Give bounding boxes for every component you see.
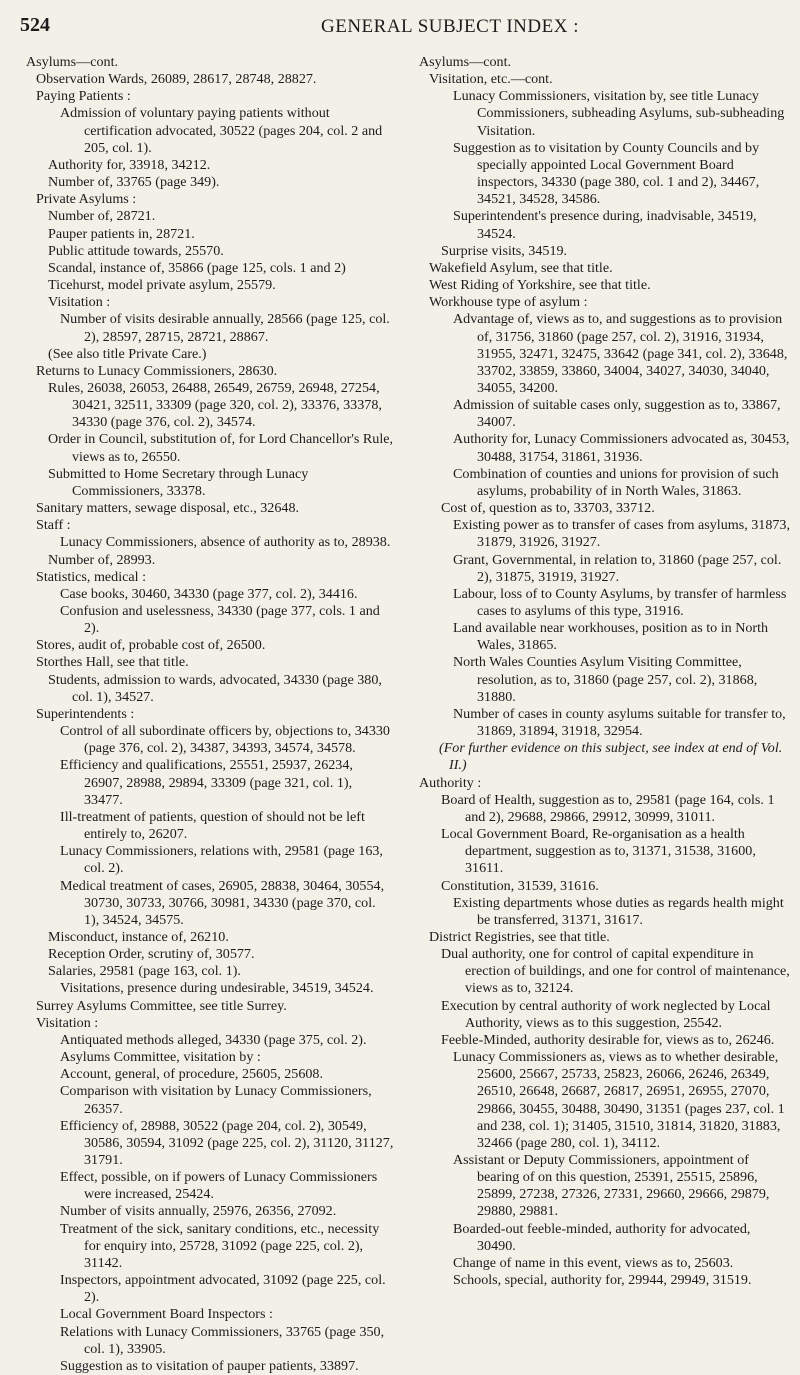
index-entry: Salaries, 29581 (page 163, col. 1). [48, 963, 241, 980]
index-entry: Labour, loss of to County Asylums, by transfer of harmless cases to asylums of this type, 31916. [453, 585, 787, 619]
index-entry: Lunacy Commissioners, relations with, 29581 (page 163, col. 2). [60, 843, 383, 877]
index-entry: Surprise visits, 34519. [441, 242, 568, 259]
index-entry: Efficiency of, 28988, 30522 (page 204, col. 2), 30549, 30586, 30594, 31092 (page 225, col. 2), 31120, 31127, 31791. [60, 1117, 394, 1168]
index-entry: Workhouse type of asylum : [429, 294, 588, 311]
index-entry: Authority for, Lunacy Commissioners advocated as, 30453, 30488, 31754, 31861, 31936. [453, 431, 790, 465]
index-entry: Visitation : [48, 294, 111, 311]
index-entry: Returns to Lunacy Commissioners, 28630. [36, 362, 278, 379]
index-entry: Inspectors, appointment advocated, 31092 (page 225, col. 2). [60, 1272, 386, 1306]
index-entry: Cost of, question as to, 33703, 33712. [441, 500, 655, 517]
index-entry: Superintendents : [36, 705, 135, 722]
index-entry: Observation Wards, 26089, 28617, 28748, 28827. [36, 71, 317, 88]
index-entry: Sanitary matters, sewage disposal, etc., 32648. [36, 500, 300, 517]
index-entry: (For further evidence on this subject, see index at end of Vol. II.) [439, 740, 783, 774]
index-entry: Storthes Hall, see that title. [36, 654, 189, 671]
index-entry: Board of Health, suggestion as to, 29581 (page 164, cols. 1 and 2), 29688, 29866, 29912, 30999, 31011. [441, 791, 775, 825]
index-entry: Private Asylums : [36, 191, 137, 208]
index-entry: Suggestion as to visitation by County Councils and by specially appointed Local Government Board inspectors, 34330 (page 380, col. 1 and 2), 34467, 34521, 34528, 34586. [453, 139, 760, 208]
index-entry: Boarded-out feeble-minded, authority for advocated, 30490. [453, 1220, 751, 1254]
index-entry: Students, admission to wards, advocated, 34330 (page 380, col. 1), 34527. [48, 671, 382, 705]
index-entry: Submitted to Home Secretary through Lunacy Commissioners, 33378. [48, 465, 309, 499]
index-entry: Advantage of, views as to, and suggestions as to provision of, 31756, 31860 (page 257, col. 2), 31916, 31934, 31955, 32471, 32475, 33642 (page 341, col. 2), 33648, 33702, 33859, 33860, 34004, 34027, 34030, 34040, 34055, 34200. [453, 311, 788, 396]
index-entry: Comparison with visitation by Lunacy Commissioners, 26357. [60, 1083, 372, 1117]
index-entry: Reception Order, scrutiny of, 30577. [48, 946, 255, 963]
index-entry: Number of cases in county asylums suitable for transfer to, 31869, 31894, 31918, 32954. [453, 705, 786, 740]
index-entry: Ticehurst, model private asylum, 25579. [48, 277, 276, 294]
running-head: GENERAL SUBJECT INDEX : [321, 16, 579, 37]
index-entry: Effect, possible, on if powers of Lunacy Commissioners were increased, 25424. [60, 1169, 378, 1203]
index-entry: Number of, 28721. [48, 208, 156, 225]
index-entry: Antiquated methods alleged, 34330 (page 375, col. 2). [60, 1031, 367, 1048]
index-entry: Grant, Governmental, in relation to, 31860 (page 257, col. 2), 31875, 31919, 31927. [453, 551, 782, 585]
index-entry: Account, general, of procedure, 25605, 25608. [60, 1066, 323, 1083]
index-entry: District Registries, see that title. [429, 928, 610, 945]
index-entry: Rules, 26038, 26053, 26488, 26549, 26759, 26948, 27254, 30421, 32511, 33309 (page 320, col. 2), 33376, 33378, 34330 (page 376, col. 2), 34574. [48, 379, 382, 431]
index-entry: Suggestion as to visitation of pauper patients, 33897. [60, 1357, 359, 1374]
index-entry: Staff : [36, 517, 71, 534]
page-number: 524 [20, 14, 50, 36]
index-entry: Admission of suitable cases only, suggestion as to, 33867, 34007. [453, 397, 781, 431]
index-entry: Number of visits annually, 25976, 26356, 27092. [60, 1203, 337, 1220]
index-entry: Local Government Board, Re-organisation as a health department, suggestion as to, 31371, 31538, 31600, 31611. [441, 826, 756, 877]
left-column [26, 54, 394, 1375]
index-entry: Change of name in this event, views as to, 25603. [453, 1254, 734, 1271]
index-entry: Admission of voluntary paying patients without certification advocated, 30522 (pages 204, col. 2 and 205, col. 1). [60, 105, 383, 156]
index-entry: Execution by central authority of work neglected by Local Authority, views as to this suggestion, 25542. [441, 997, 771, 1031]
index-entry: Asylums Committee, visitation by : [60, 1049, 261, 1066]
index-entry: Pauper patients in, 28721. [48, 225, 195, 242]
index-entry: Statistics, medical : [36, 568, 146, 585]
index-entry: Local Government Board Inspectors : [60, 1306, 273, 1323]
index-entry: Confusion and uselessness, 34330 (page 377, cols. 1 and 2). [60, 603, 380, 637]
index-entry: Constitution, 31539, 31616. [441, 877, 599, 894]
index-entry: Visitation : [36, 1014, 99, 1031]
index-entry: Lunacy Commissioners, absence of authority as to, 28938. [60, 534, 391, 551]
index-entry: Order in Council, substitution of, for Lord Chancellor's Rule, views as to, 26550. [48, 431, 394, 465]
index-entry: Stores, audit of, probable cost of, 26500. [36, 637, 266, 654]
index-entry: North Wales Counties Asylum Visiting Committee, resolution, as to, 31860 (page 257, col. 2), 31868, 31880. [453, 654, 758, 705]
index-entry: Combination of counties and unions for provision of such asylums, probability of in North Wales, 31863. [453, 465, 779, 499]
index-entry: Authority : [419, 774, 482, 791]
index-entry: Treatment of the sick, sanitary conditions, etc., necessity for enquiry into, 25728, 31092 (page 225, col. 2), 31142. [60, 1220, 380, 1271]
index-entry: Number of visits desirable annually, 28566 (page 125, col. 2), 28597, 28715, 28721, 28867. [60, 311, 390, 345]
index-entry: Relations with Lunacy Commissioners, 33765 (page 350, col. 1), 33905. [60, 1323, 385, 1357]
index-entry: Number of, 33765 (page 349). [48, 174, 220, 191]
index-entry: Control of all subordinate officers by, objections to, 34330 (page 376, col. 2), 34387, 34393, 34574, 34578. [60, 723, 390, 757]
index-entry: Surrey Asylums Committee, see title Surrey. [36, 997, 287, 1014]
right-column [419, 54, 791, 1289]
index-entry: Paying Patients : [36, 88, 131, 105]
index-entry: Medical treatment of cases, 26905, 28838, 30464, 30554, 30730, 30733, 30766, 30981, 34330 (page 370, col. 1), 34524, 34575. [60, 877, 385, 928]
index-entry: Feeble-Minded, authority desirable for, views as to, 26246. [441, 1031, 775, 1048]
index-entry: Public attitude towards, 25570. [48, 242, 224, 259]
index-entry: Case books, 30460, 34330 (page 377, col. 2), 34416. [60, 585, 358, 602]
index-entry: Land available near workhouses, position as to in North Wales, 31865. [453, 620, 769, 654]
index-entry: Ill-treatment of patients, question of should not be left entirely to, 26207. [60, 808, 365, 843]
index-entry: Assistant or Deputy Commissioners, appointment of bearing of on this question, 25391, 25515, 25896, 25899, 27238, 27326, 27331, 29660, 29666, 29879, 29880, 29881. [453, 1152, 770, 1220]
index-entry: Existing power as to transfer of cases from asylums, 31873, 31879, 31926, 31927. [453, 517, 791, 551]
index-entry: Authority for, 33918, 34212. [48, 156, 211, 173]
index-entry: Schools, special, authority for, 29944, 29949, 31519. [453, 1272, 752, 1289]
index-entry: Lunacy Commissioners as, views as to whether desirable, 25600, 25667, 25733, 25823, 26066, 26246, 26349, 26510, 26648, 26687, 26817, 26951, 26955, 27070, 29866, 30455, 30488, 30490, 31351 (pages 237, col. 1 and 238, col. 1); 31405, 31510, 31814, 31820, 31883, 32466 (page 280, col. 1), 34112. [453, 1049, 785, 1151]
index-entry: Lunacy Commissioners, visitation by, see title Lunacy Commissioners, subheading Asylums, sub-subheading Visitation. [453, 88, 785, 139]
index-entry: Dual authority, one for control of capital expenditure in erection of buildings, and one for control of maintenance, views as to, 32124. [441, 946, 790, 997]
index-entry: Visitations, presence during undesirable, 34519, 34524. [60, 980, 374, 997]
index-entry: Scandal, instance of, 35866 (page 125, cols. 1 and 2) [48, 259, 346, 276]
index-entry: Existing departments whose duties as regards health might be transferred, 31371, 31617. [453, 894, 784, 928]
index-entry: Asylums—cont. [26, 54, 119, 70]
index-entry: Asylums—cont. [419, 54, 512, 70]
index-entry: Visitation, etc.—cont. [429, 71, 553, 88]
index-entry: West Riding of Yorkshire, see that title. [429, 277, 651, 294]
index-entry: Superintendent's presence during, inadvisable, 34519, 34524. [453, 208, 757, 242]
index-entry: Misconduct, instance of, 26210. [48, 928, 229, 945]
index-entry: (See also title Private Care.) [48, 345, 207, 362]
page-header [20, 14, 800, 40]
index-entry: Number of, 28993. [48, 551, 156, 568]
index-entry: Wakefield Asylum, see that title. [429, 259, 613, 276]
index-entry: Efficiency and qualifications, 25551, 25937, 26234, 26907, 28988, 29894, 33309 (page 321, col. 1), 33477. [60, 757, 353, 808]
